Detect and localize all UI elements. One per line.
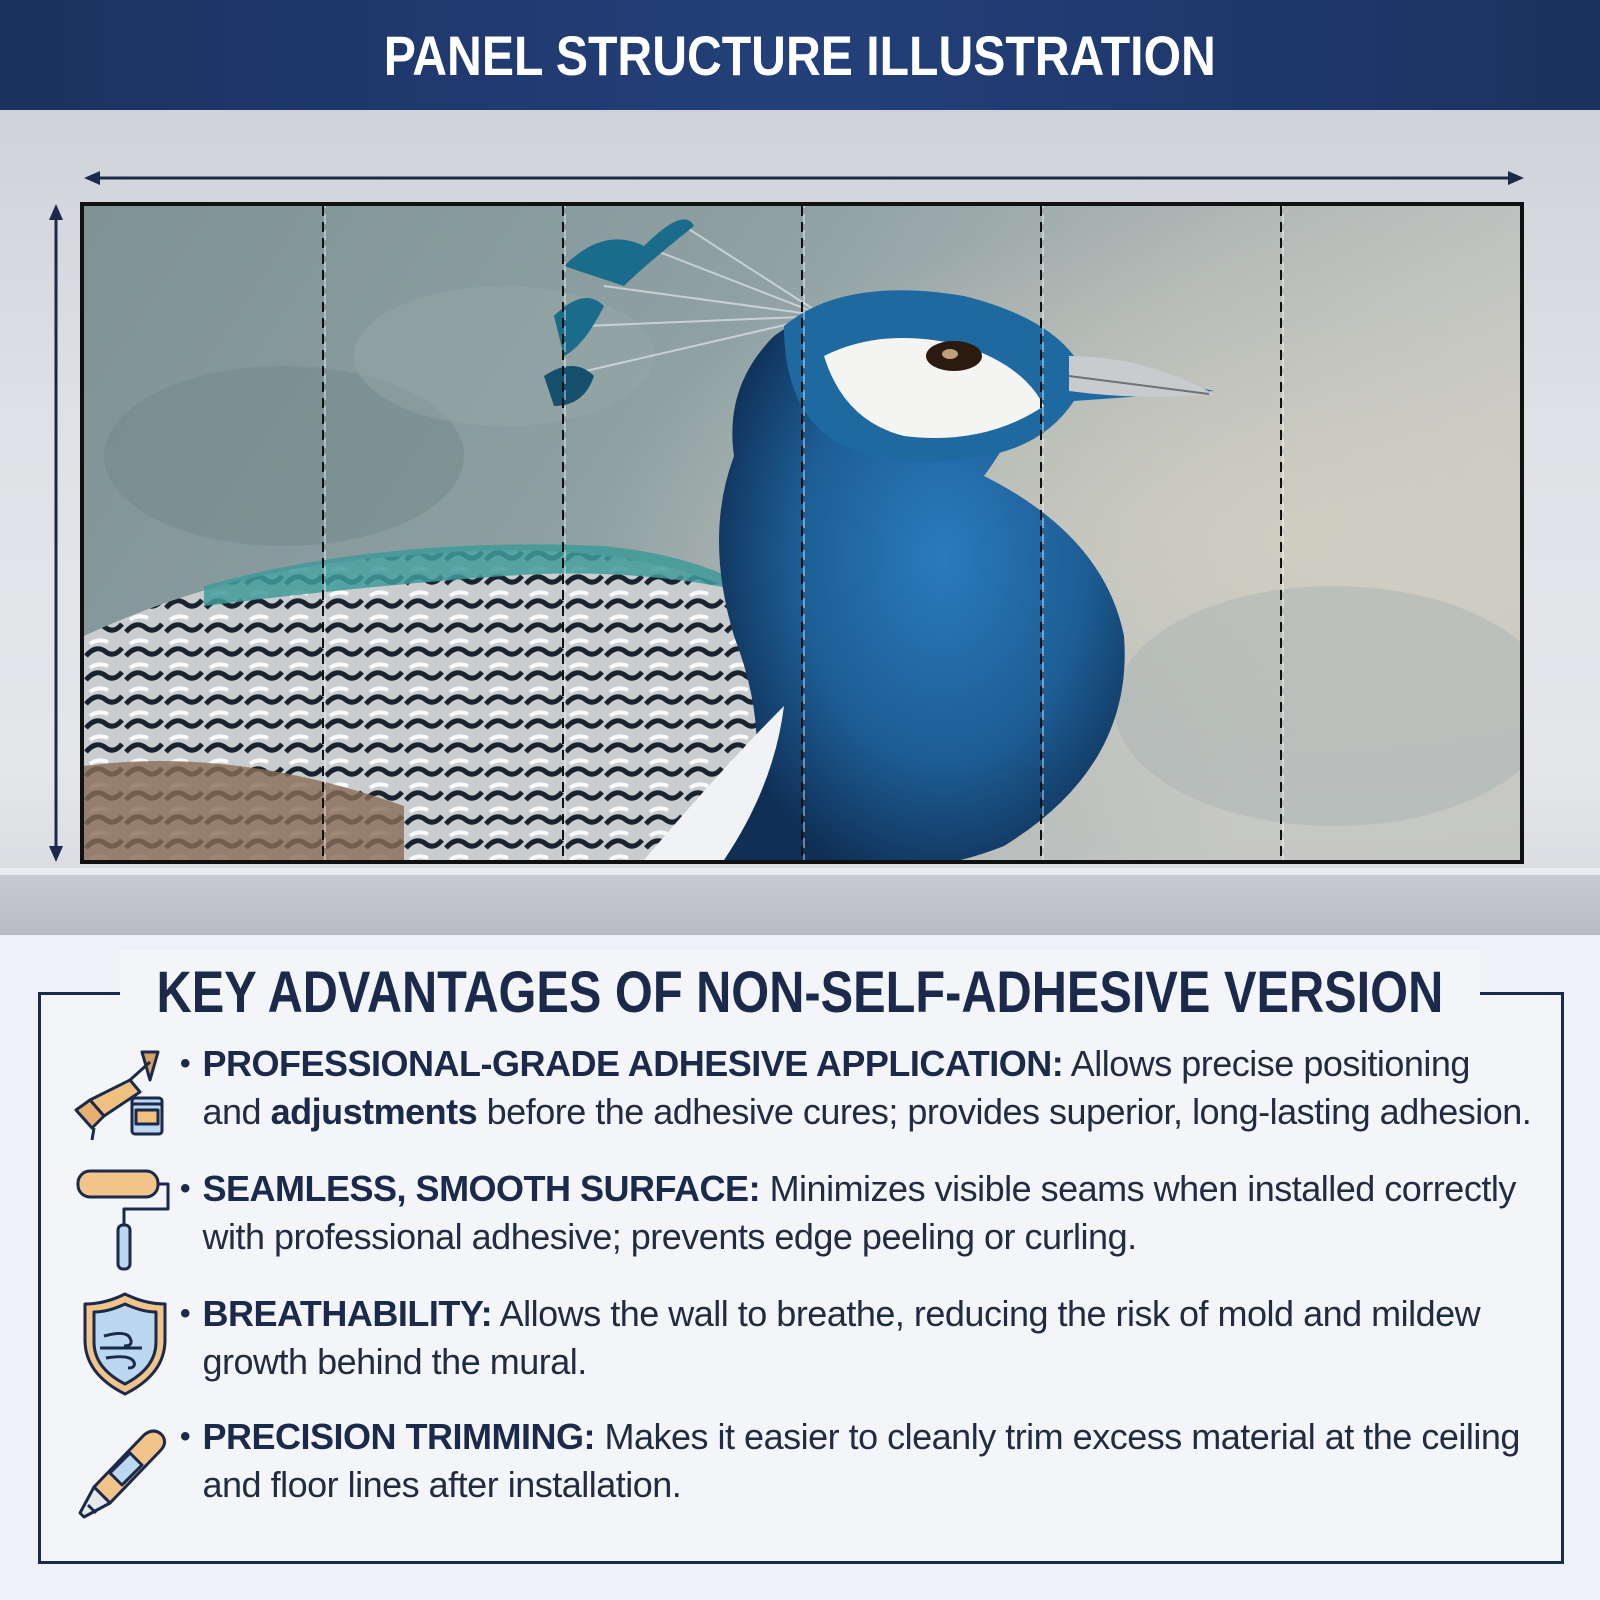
bullet: •	[180, 1297, 191, 1330]
height-dimension-arrow	[46, 202, 66, 864]
advantage-text	[203, 1040, 1533, 1136]
header-banner	[0, 0, 1600, 110]
advantage-label: PRECISION TRIMMING:	[202, 1416, 596, 1457]
advantage-text	[203, 1413, 1533, 1509]
advantage-description: Allows the wall to breathe, reducing the risk of mold and mildew growth behind the mural.	[202, 1293, 1481, 1382]
advantage-emphasis: adjustments	[270, 1091, 478, 1132]
advantages-title-bar	[120, 950, 1480, 1034]
shield-airflow-icon	[70, 1290, 180, 1400]
bullet: •	[180, 1420, 191, 1453]
utility-knife-icon	[70, 1413, 180, 1523]
advantage-description: Makes it easier to cleanly trim excess material at the ceiling and floor lines after installation.	[202, 1416, 1520, 1505]
advantage-text	[203, 1165, 1533, 1261]
advantage-label: BREATHABILITY:	[202, 1293, 493, 1334]
advantage-label: PROFESSIONAL-GRADE ADHESIVE APPLICATION:	[202, 1043, 1064, 1084]
paintbrush-and-paint-can-icon	[70, 1040, 180, 1150]
advantage-description: Allows precise positioning and	[202, 1043, 1470, 1132]
width-dimension-arrow	[82, 168, 1526, 188]
paint-roller-icon	[70, 1165, 180, 1275]
advantage-item-seamless	[70, 1165, 1540, 1275]
mural-panels	[80, 202, 1524, 864]
advantage-text	[203, 1290, 1533, 1386]
advantages-title: KEY ADVANTAGES OF NON-SELF-ADHESIVE VERSION	[156, 959, 1444, 1025]
advantage-description: before the adhesive cures; provides superior, long-lasting adhesion.	[477, 1091, 1532, 1132]
panel-seam-lines	[84, 206, 1520, 860]
advantage-item-adhesive	[70, 1040, 1540, 1150]
floor	[0, 875, 1600, 935]
advantage-item-breathability	[70, 1290, 1540, 1400]
advantage-description: Minimizes visible seams when installed correctly with professional adhesive; prevents edge peeling or curling.	[202, 1168, 1516, 1257]
page-title: PANEL STRUCTURE ILLUSTRATION	[383, 23, 1217, 87]
advantage-item-trimming	[70, 1413, 1540, 1523]
bullet: •	[180, 1172, 191, 1205]
bullet: •	[180, 1047, 191, 1080]
advantage-label: SEAMLESS, SMOOTH SURFACE:	[202, 1168, 761, 1209]
